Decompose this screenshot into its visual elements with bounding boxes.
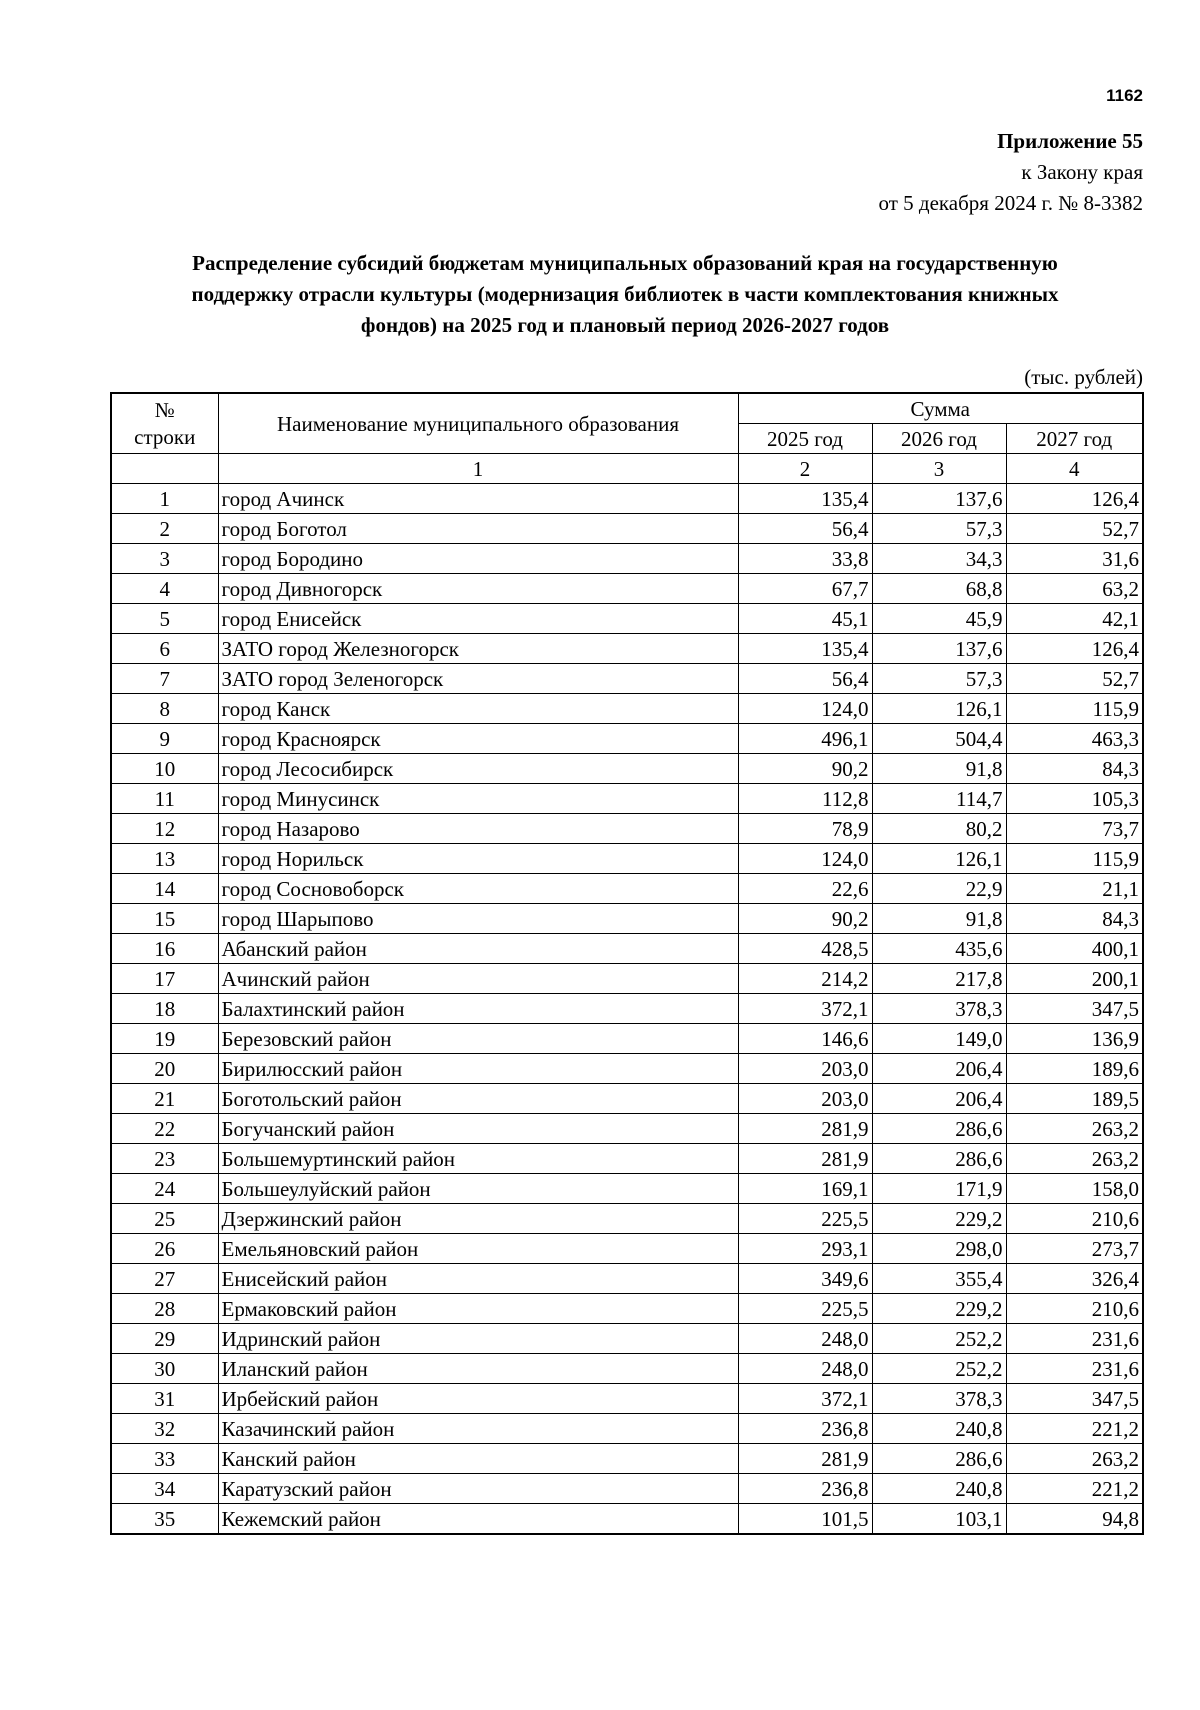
table-row	[111, 934, 1143, 964]
amount-2026-cell: 240,8	[872, 1474, 1006, 1504]
amount-2026-cell: 252,2	[872, 1324, 1006, 1354]
amount-2026-cell: 34,3	[872, 544, 1006, 574]
amount-2027-cell: 105,3	[1006, 784, 1143, 814]
table-row	[111, 544, 1143, 574]
row-number-cell: 21	[111, 1084, 218, 1114]
amount-2026-cell: 206,4	[872, 1054, 1006, 1084]
amount-2025-cell: 225,5	[738, 1204, 872, 1234]
municipality-name-cell: Енисейский район	[218, 1264, 738, 1294]
amount-2027-cell: 210,6	[1006, 1294, 1143, 1324]
row-number-cell: 6	[111, 634, 218, 664]
amount-2027-cell: 221,2	[1006, 1474, 1143, 1504]
header-year-2027: 2027 год	[1006, 424, 1143, 454]
municipality-name-cell: город Лесосибирск	[218, 754, 738, 784]
amount-2026-cell: 137,6	[872, 484, 1006, 514]
table-row	[111, 1144, 1143, 1174]
amount-2025-cell: 90,2	[738, 754, 872, 784]
amount-2027-cell: 31,6	[1006, 544, 1143, 574]
row-number-cell: 3	[111, 544, 218, 574]
row-number-cell: 13	[111, 844, 218, 874]
municipality-name-cell: город Норильск	[218, 844, 738, 874]
table-row	[111, 904, 1143, 934]
municipality-name-cell: город Ачинск	[218, 484, 738, 514]
amount-2025-cell: 428,5	[738, 934, 872, 964]
amount-2026-cell: 252,2	[872, 1354, 1006, 1384]
table-row	[111, 1024, 1143, 1054]
table-row	[111, 1084, 1143, 1114]
row-number-cell: 24	[111, 1174, 218, 1204]
municipality-name-cell: Идринский район	[218, 1324, 738, 1354]
table-row	[111, 844, 1143, 874]
municipality-name-cell: Боготольский район	[218, 1084, 738, 1114]
amount-2026-cell: 206,4	[872, 1084, 1006, 1114]
municipality-name-cell: город Канск	[218, 694, 738, 724]
row-number-cell: 17	[111, 964, 218, 994]
table-row	[111, 604, 1143, 634]
amount-2026-cell: 378,3	[872, 994, 1006, 1024]
document-title-line: Распределение субсидий бюджетам муниципальных образований края на государственную	[192, 251, 1058, 275]
amount-2025-cell: 22,6	[738, 874, 872, 904]
header-row-number-label: строки	[134, 424, 196, 449]
amount-2025-cell: 90,2	[738, 904, 872, 934]
amount-2025-cell: 349,6	[738, 1264, 872, 1294]
appendix-law-date: от 5 декабря 2024 г. № 8-3382	[878, 191, 1143, 215]
municipality-name-cell: город Назарово	[218, 814, 738, 844]
municipality-name-cell: Абанский район	[218, 934, 738, 964]
header-row-number-symbol: №	[154, 397, 175, 422]
amount-2027-cell: 326,4	[1006, 1264, 1143, 1294]
table-row	[111, 814, 1143, 844]
amount-2026-cell: 91,8	[872, 904, 1006, 934]
municipality-name-cell: город Бородино	[218, 544, 738, 574]
amount-2025-cell: 112,8	[738, 784, 872, 814]
amount-2026-cell: 114,7	[872, 784, 1006, 814]
table-row	[111, 634, 1143, 664]
amount-2027-cell: 126,4	[1006, 634, 1143, 664]
row-number-cell: 8	[111, 694, 218, 724]
amount-2025-cell: 124,0	[738, 844, 872, 874]
header-row-number	[111, 393, 218, 454]
amount-2025-cell: 203,0	[738, 1054, 872, 1084]
municipality-name-cell: Большеулуйский район	[218, 1174, 738, 1204]
table-row	[111, 1174, 1143, 1204]
amount-2026-cell: 91,8	[872, 754, 1006, 784]
amount-2026-cell: 355,4	[872, 1264, 1006, 1294]
row-number-cell: 7	[111, 664, 218, 694]
amount-2025-cell: 101,5	[738, 1504, 872, 1535]
municipality-name-cell: город Сосновоборск	[218, 874, 738, 904]
row-number-cell: 20	[111, 1054, 218, 1084]
table-row	[111, 1204, 1143, 1234]
row-number-cell: 33	[111, 1444, 218, 1474]
page-number: 1162	[1106, 86, 1143, 105]
municipality-name-cell: Балахтинский район	[218, 994, 738, 1024]
amount-2025-cell: 293,1	[738, 1234, 872, 1264]
row-number-cell: 1	[111, 484, 218, 514]
row-number-cell: 2	[111, 514, 218, 544]
table-row	[111, 484, 1143, 514]
amount-2027-cell: 84,3	[1006, 904, 1143, 934]
amount-2026-cell: 68,8	[872, 574, 1006, 604]
amount-2025-cell: 78,9	[738, 814, 872, 844]
municipality-name-cell: Казачинский район	[218, 1414, 738, 1444]
amount-2027-cell: 400,1	[1006, 934, 1143, 964]
amount-2027-cell: 52,7	[1006, 514, 1143, 544]
table-row	[111, 1354, 1143, 1384]
row-number-cell: 26	[111, 1234, 218, 1264]
row-number-cell: 18	[111, 994, 218, 1024]
row-number-cell: 32	[111, 1414, 218, 1444]
row-number-cell: 22	[111, 1114, 218, 1144]
column-number-cell	[111, 454, 218, 484]
table-row	[111, 1054, 1143, 1084]
amount-2027-cell: 210,6	[1006, 1204, 1143, 1234]
amount-2026-cell: 80,2	[872, 814, 1006, 844]
amount-2027-cell: 126,4	[1006, 484, 1143, 514]
amount-2026-cell: 57,3	[872, 514, 1006, 544]
amount-2027-cell: 263,2	[1006, 1144, 1143, 1174]
table-row	[111, 1414, 1143, 1444]
subsidy-table	[110, 392, 1144, 1535]
row-number-cell: 25	[111, 1204, 218, 1234]
amount-2025-cell: 236,8	[738, 1474, 872, 1504]
table-row	[111, 784, 1143, 814]
amount-2027-cell: 158,0	[1006, 1174, 1143, 1204]
amount-2027-cell: 189,6	[1006, 1054, 1143, 1084]
row-number-cell: 30	[111, 1354, 218, 1384]
amount-2027-cell: 73,7	[1006, 814, 1143, 844]
amount-2027-cell: 273,7	[1006, 1234, 1143, 1264]
municipality-name-cell: ЗАТО город Железногорск	[218, 634, 738, 664]
column-number-cell: 4	[1006, 454, 1143, 484]
amount-2027-cell: 347,5	[1006, 994, 1143, 1024]
amount-2027-cell: 231,6	[1006, 1354, 1143, 1384]
amount-2026-cell: 217,8	[872, 964, 1006, 994]
column-number-cell: 2	[738, 454, 872, 484]
municipality-name-cell: Большемуртинский район	[218, 1144, 738, 1174]
amount-2026-cell: 126,1	[872, 694, 1006, 724]
amount-2026-cell: 229,2	[872, 1204, 1006, 1234]
amount-2026-cell: 286,6	[872, 1444, 1006, 1474]
amount-2027-cell: 115,9	[1006, 694, 1143, 724]
amount-2025-cell: 281,9	[738, 1144, 872, 1174]
amount-2027-cell: 463,3	[1006, 724, 1143, 754]
municipality-name-cell: Богучанский район	[218, 1114, 738, 1144]
row-number-cell: 28	[111, 1294, 218, 1324]
column-number-cell: 3	[872, 454, 1006, 484]
municipality-name-cell: Канский район	[218, 1444, 738, 1474]
appendix-reference	[879, 126, 1143, 219]
table-row	[111, 1474, 1143, 1504]
amount-2026-cell: 45,9	[872, 604, 1006, 634]
row-number-cell: 10	[111, 754, 218, 784]
amount-2026-cell: 240,8	[872, 1414, 1006, 1444]
municipality-name-cell: город Боготол	[218, 514, 738, 544]
municipality-name-cell: Емельяновский район	[218, 1234, 738, 1264]
amount-2027-cell: 42,1	[1006, 604, 1143, 634]
table-row	[111, 1504, 1143, 1535]
amount-2027-cell: 94,8	[1006, 1504, 1143, 1535]
row-number-cell: 16	[111, 934, 218, 964]
amount-2025-cell: 225,5	[738, 1294, 872, 1324]
municipality-name-cell: город Минусинск	[218, 784, 738, 814]
header-year-2025: 2025 год	[738, 424, 872, 454]
amount-2025-cell: 281,9	[738, 1114, 872, 1144]
municipality-name-cell: Ачинский район	[218, 964, 738, 994]
table-row	[111, 1234, 1143, 1264]
amount-2025-cell: 236,8	[738, 1414, 872, 1444]
table-row	[111, 694, 1143, 724]
municipality-name-cell: Кежемский район	[218, 1504, 738, 1535]
amount-2026-cell: 57,3	[872, 664, 1006, 694]
amount-2027-cell: 84,3	[1006, 754, 1143, 784]
amount-2027-cell: 189,5	[1006, 1084, 1143, 1114]
row-number-cell: 11	[111, 784, 218, 814]
amount-2025-cell: 56,4	[738, 514, 872, 544]
amount-2026-cell: 137,6	[872, 634, 1006, 664]
table-row	[111, 754, 1143, 784]
amount-2027-cell: 221,2	[1006, 1414, 1143, 1444]
amount-2027-cell: 231,6	[1006, 1324, 1143, 1354]
row-number-cell: 34	[111, 1474, 218, 1504]
municipality-name-cell: ЗАТО город Зеленогорск	[218, 664, 738, 694]
table-row	[111, 964, 1143, 994]
amount-2025-cell: 248,0	[738, 1324, 872, 1354]
amount-2025-cell: 56,4	[738, 664, 872, 694]
row-number-cell: 27	[111, 1264, 218, 1294]
row-number-cell: 4	[111, 574, 218, 604]
table-row	[111, 1444, 1143, 1474]
municipality-name-cell: Березовский район	[218, 1024, 738, 1054]
amount-2025-cell: 372,1	[738, 994, 872, 1024]
row-number-cell: 12	[111, 814, 218, 844]
municipality-name-cell: Каратузский район	[218, 1474, 738, 1504]
header-municipality-name: Наименование муниципального образования	[218, 393, 738, 454]
municipality-name-cell: город Дивногорск	[218, 574, 738, 604]
amount-2027-cell: 200,1	[1006, 964, 1143, 994]
row-number-cell: 9	[111, 724, 218, 754]
header-year-2026: 2026 год	[872, 424, 1006, 454]
document-title-line: поддержку отрасли культуры (модернизация библиотек в части комплектования книжных	[191, 282, 1059, 306]
row-number-cell: 29	[111, 1324, 218, 1354]
amount-2026-cell: 22,9	[872, 874, 1006, 904]
amount-2026-cell: 171,9	[872, 1174, 1006, 1204]
amount-2026-cell: 298,0	[872, 1234, 1006, 1264]
document-title-line: фондов) на 2025 год и плановый период 2026-2027 годов	[360, 313, 890, 337]
table-body	[111, 484, 1143, 1535]
amount-2025-cell: 248,0	[738, 1354, 872, 1384]
amount-2025-cell: 169,1	[738, 1174, 872, 1204]
amount-2026-cell: 103,1	[872, 1504, 1006, 1535]
municipality-name-cell: город Шарыпово	[218, 904, 738, 934]
amount-2025-cell: 135,4	[738, 484, 872, 514]
row-number-cell: 15	[111, 904, 218, 934]
header-sum: Сумма	[738, 393, 1143, 424]
amount-2027-cell: 263,2	[1006, 1444, 1143, 1474]
municipality-name-cell: Иланский район	[218, 1354, 738, 1384]
appendix-title: Приложение 55	[997, 129, 1143, 153]
row-number-cell: 23	[111, 1144, 218, 1174]
document-title	[110, 248, 1140, 341]
unit-label: (тыс. рублей)	[1024, 365, 1143, 389]
amount-2025-cell: 135,4	[738, 634, 872, 664]
amount-2027-cell: 63,2	[1006, 574, 1143, 604]
row-number-cell: 5	[111, 604, 218, 634]
table-row	[111, 1324, 1143, 1354]
amount-2025-cell: 214,2	[738, 964, 872, 994]
municipality-name-cell: Бирилюсский район	[218, 1054, 738, 1084]
amount-2025-cell: 281,9	[738, 1444, 872, 1474]
table-row	[111, 514, 1143, 544]
amount-2026-cell: 378,3	[872, 1384, 1006, 1414]
amount-2027-cell: 115,9	[1006, 844, 1143, 874]
municipality-name-cell: Ермаковский район	[218, 1294, 738, 1324]
table-row	[111, 1384, 1143, 1414]
amount-2025-cell: 146,6	[738, 1024, 872, 1054]
appendix-law-reference: к Закону края	[1021, 160, 1143, 184]
table-row	[111, 874, 1143, 904]
table-row	[111, 724, 1143, 754]
amount-2026-cell: 149,0	[872, 1024, 1006, 1054]
amount-2026-cell: 286,6	[872, 1114, 1006, 1144]
table-row	[111, 1294, 1143, 1324]
amount-2026-cell: 126,1	[872, 844, 1006, 874]
amount-2025-cell: 496,1	[738, 724, 872, 754]
row-number-cell: 31	[111, 1384, 218, 1414]
amount-2025-cell: 33,8	[738, 544, 872, 574]
amount-2025-cell: 203,0	[738, 1084, 872, 1114]
amount-2025-cell: 45,1	[738, 604, 872, 634]
municipality-name-cell: город Красноярск	[218, 724, 738, 754]
row-number-cell: 14	[111, 874, 218, 904]
municipality-name-cell: Ирбейский район	[218, 1384, 738, 1414]
table-row	[111, 664, 1143, 694]
row-number-cell: 35	[111, 1504, 218, 1535]
amount-2025-cell: 124,0	[738, 694, 872, 724]
amount-2027-cell: 347,5	[1006, 1384, 1143, 1414]
amount-2027-cell: 21,1	[1006, 874, 1143, 904]
amount-2026-cell: 286,6	[872, 1144, 1006, 1174]
amount-2025-cell: 372,1	[738, 1384, 872, 1414]
amount-2025-cell: 67,7	[738, 574, 872, 604]
amount-2026-cell: 229,2	[872, 1294, 1006, 1324]
table-row	[111, 1264, 1143, 1294]
amount-2027-cell: 136,9	[1006, 1024, 1143, 1054]
row-number-cell: 19	[111, 1024, 218, 1054]
municipality-name-cell: Дзержинский район	[218, 1204, 738, 1234]
table-row	[111, 574, 1143, 604]
municipality-name-cell: город Енисейск	[218, 604, 738, 634]
amount-2026-cell: 504,4	[872, 724, 1006, 754]
column-number-cell: 1	[218, 454, 738, 484]
amount-2027-cell: 263,2	[1006, 1114, 1143, 1144]
amount-2026-cell: 435,6	[872, 934, 1006, 964]
amount-2027-cell: 52,7	[1006, 664, 1143, 694]
table-row	[111, 994, 1143, 1024]
table-row	[111, 1114, 1143, 1144]
